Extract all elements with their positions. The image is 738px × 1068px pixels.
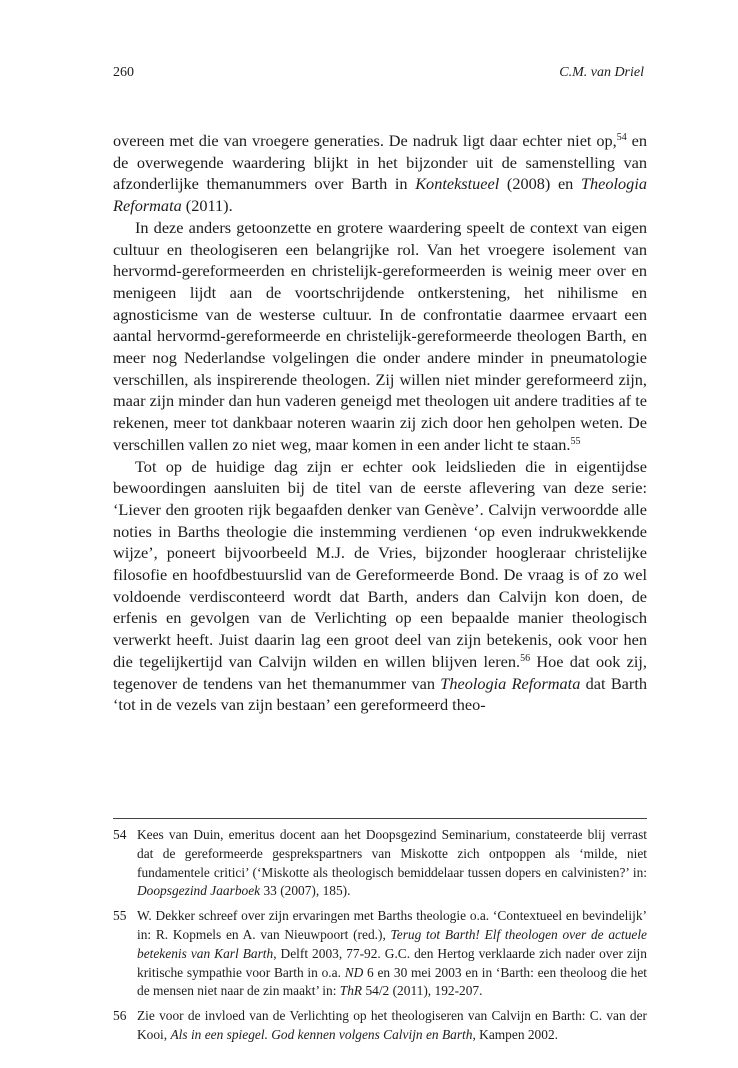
text-run: Hoe dat ook zij, tegenover de tendens van het themanummer van: [113, 651, 648, 693]
text-run: overeen met die van vroegere generaties. De nadruk ligt daar echter niet op,: [113, 131, 617, 150]
text-run: 6 en 30 mei 2003 en in ‘Barth: een theoloog die het de mensen niet naar de zin maakt’ in:: [137, 964, 648, 999]
journal-title: Kontekstueel: [415, 174, 500, 194]
text-run: Zie voor de invloed van de Verlichting op het theologiseren van Calvijn en Barth: C. van der Kooi,: [137, 1008, 647, 1042]
footnote-text: [137, 826, 647, 901]
footnote-56: [113, 1007, 647, 1045]
footnote-number: 54: [113, 827, 127, 842]
footnote-ref-56[interactable]: 56: [520, 652, 531, 664]
journal-abbrev: ThR: [339, 983, 363, 999]
journal-abbrev: ND: [344, 964, 364, 980]
paragraph-1: [113, 130, 647, 217]
text-run: dat Barth ‘tot in de vezels van zijn bestaan’ een gereformeerd theo-: [113, 673, 647, 715]
footnote-55: [113, 907, 647, 1001]
footnote-54: [113, 826, 647, 901]
text-run: , Kampen 2002.: [472, 1026, 558, 1042]
footnotes: [113, 826, 647, 1051]
page-number: 260: [113, 65, 134, 80]
text-run: (2008) en: [499, 174, 581, 194]
footnote-separator: [113, 818, 647, 819]
text-run: Kees van Duin, emeritus docent aan het Doopsgezind Seminarium, constateerde blij verrast dat de gereformeerde gesprekspartners van Miskotte zich ontpoppen als ‘milde, niet fundamentele critici’ (‘Miskotte als theologisch bemiddelaar tussen dopers en calvinisten?’ in:: [137, 827, 647, 880]
footnote-ref-54[interactable]: 54: [616, 132, 627, 143]
text-run: In deze anders getoonzette en grotere waardering speelt de context van eigen cultuur en theologiseren een belangrijke rol. Van het vroegere isolement van hervormd-gereformeerden en christelijk-gereformeerden is weinig meer over en menigeen lijdt aan de voortschrijdende ontkerstening, het nihilisme en agnosticisme van de westerse cultuur. In de confrontatie daarmee ervaart een aantal hervormd-gereformeerde en christelijk-gereformeerde theologen Barth, en meer nog Nederlandse volgelingen die onder andere minder in pneumatologie verschillen, als inspirerende theologen. Zij willen niet minder gereformeerd zijn, maar zijn minder dan hun vaderen geneigd met theologen uit andere tradities af te rekenen, meer tot dankbaar noteren waarin zij zich door hen geholpen weten. De verschillen vallen zo niet weg, maar komen in een ander licht te staan.: [113, 217, 647, 454]
footnote-ref-55[interactable]: 55: [570, 435, 581, 447]
journal-title: Doopsgezind Jaarboek: [137, 883, 261, 899]
text-run: 54/2 (2011), 192-207.: [362, 983, 483, 999]
book-title: Als in een spiegel. God kennen volgens Calvijn en Barth: [170, 1026, 473, 1042]
book-title: Terug tot Barth! Elf theologen over de actuele betekenis van Karl Barth: [137, 926, 648, 961]
footnote-number: 56: [113, 1008, 127, 1024]
text-run: en de overwegende waardering blijkt in het bijzonder uit de samenstelling van afzonderlijke themanummers over Barth in: [113, 131, 647, 194]
footnote-text: [137, 1007, 647, 1045]
journal-title: Theologia Reformata: [440, 673, 581, 693]
text-run: Tot op de huidige dag zijn er echter ook leidslieden die in eigentijdse bewoordingen aansluiten bij de titel van de eerste aflevering van deze serie: ‘Liever den grooten rijk begaafden denker van Genève’. Calvijn verwoordde alle noties in Barths theologie die instemming verdienen ‘op even indrukwekkende wijze’, poneert bijvoorbeeld M.J. de Vries, bijzonder hoogleraar christelijke filosofie en hoofdbestuurslid van de Gereformeerde Bond. De vraag is of zo wel voldoende verdisconteerd wordt dat Barth, anders dan Calvijn kon doen, de erfenis en gevolgen van de Verlichting op een bepaalde manier theologisch verwerkt heeft. Juist daarin lag een groot deel van zijn betekenis, ook voor hen die tegelijkertijd van Calvijn wilden en willen blijven leren.: [113, 456, 647, 671]
main-text: [113, 130, 647, 716]
running-author: C.M. van Driel: [559, 65, 644, 80]
paragraph-2: [113, 217, 647, 456]
journal-title: Theologia Reformata: [113, 174, 647, 216]
footnote-number: 55: [113, 908, 127, 924]
text-run: 33 (2007), 185).: [260, 883, 351, 899]
text-run: (2011).: [181, 196, 233, 216]
footnote-text: [137, 907, 647, 1001]
paragraph-3: [113, 456, 647, 716]
text-run: , Delft 2003, 77-92. G.C. den Hertog verklaarde zich nader over zijn kritische sympathie voor Barth in o.a.: [137, 945, 647, 980]
text-run: W. Dekker schreef over zijn ervaringen met Barths theologie o.a. ‘Contextueel en bevindelijk’ in: R. Kopmels en A. van Nieuwpoort (red.),: [137, 908, 647, 942]
